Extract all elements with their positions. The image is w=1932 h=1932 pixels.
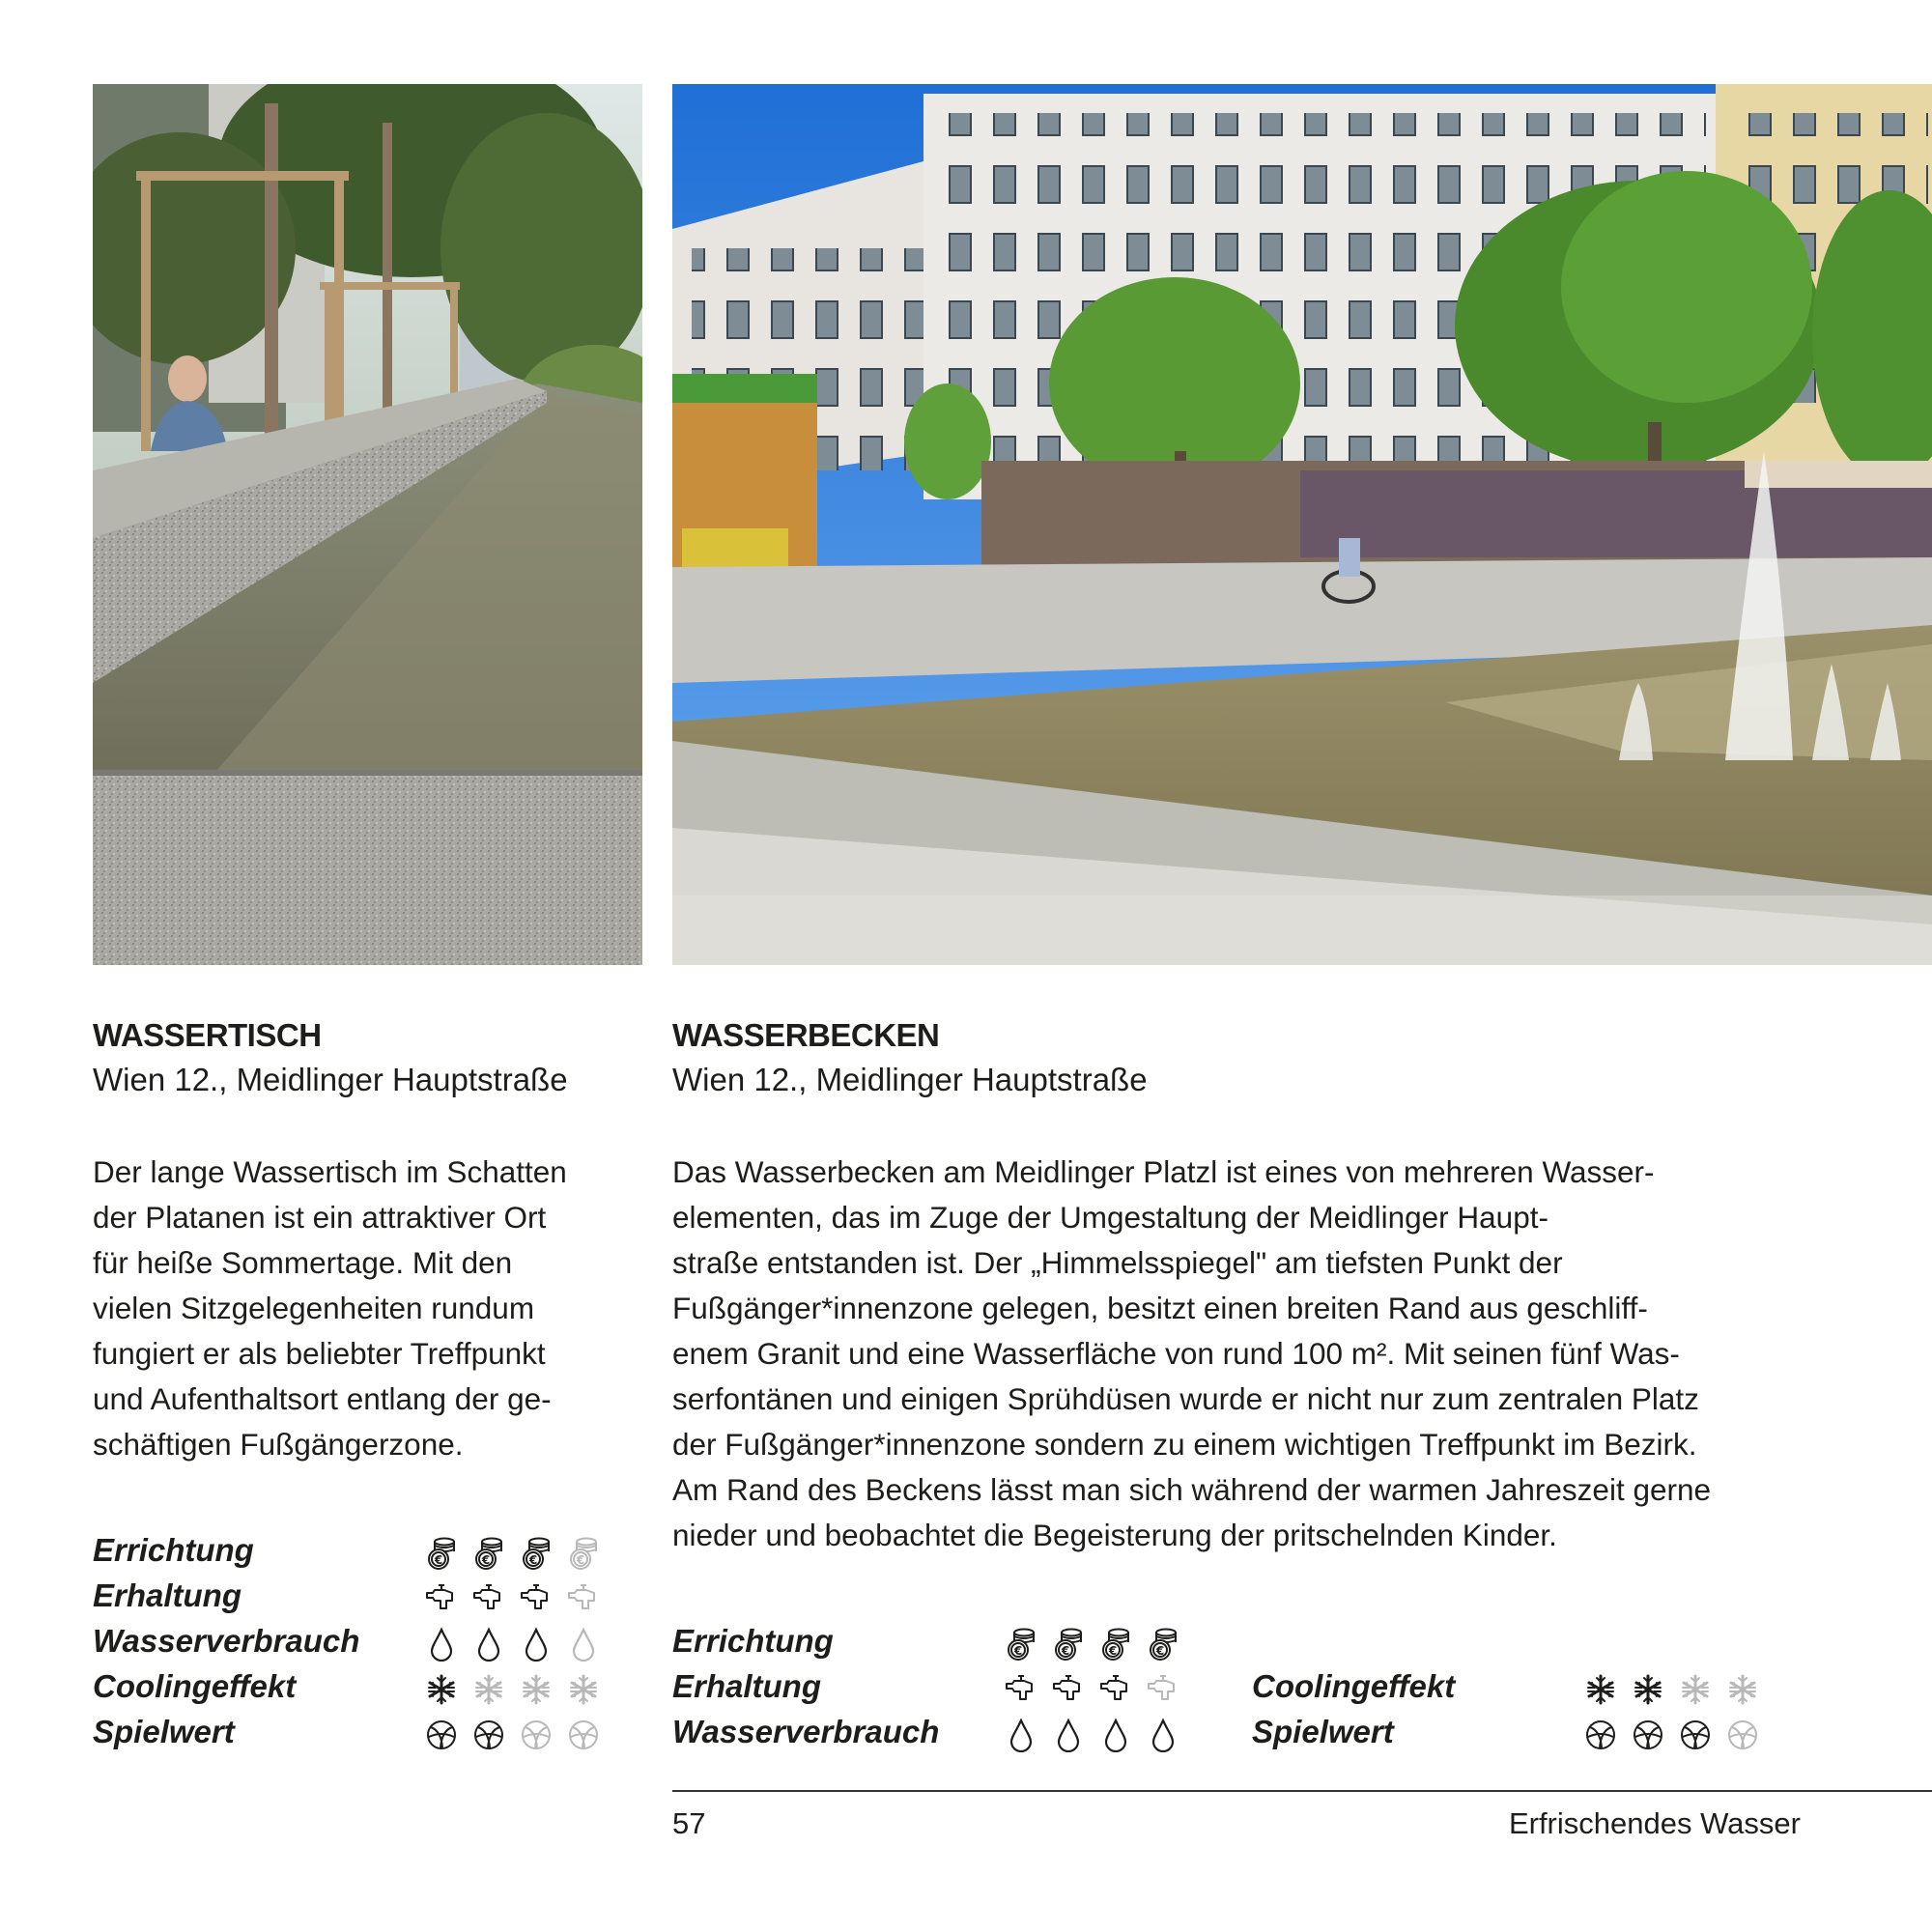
text-line: der Platanen ist ein attraktiver Ort <box>93 1200 547 1235</box>
text-line: enem Granit und eine Wasserfläche von rund 100 m². Mit seinen fünf Was- <box>672 1336 1680 1371</box>
description-wassertisch <box>93 1150 567 1467</box>
ball-icon <box>1632 1718 1664 1752</box>
rating-label: Errichtung <box>93 1532 254 1568</box>
ball-icon <box>567 1718 600 1752</box>
svg-text:€: € <box>1108 1644 1118 1658</box>
description-wasserbecken <box>672 1150 1711 1558</box>
ball-icon <box>425 1718 458 1752</box>
ratings-wasserbecken <box>672 1623 1832 1768</box>
location-wasserbecken: Wien 12., Meidlinger Hauptstraße <box>672 1062 1148 1097</box>
snowflake-icon <box>1632 1672 1664 1707</box>
coin-stack-icon <box>425 1536 458 1571</box>
section-title: Erfrischendes Wasser <box>1508 1806 1801 1840</box>
coin-stack-icon <box>567 1536 600 1571</box>
water-tap-icon <box>1099 1672 1132 1707</box>
svg-text:€: € <box>1155 1644 1165 1658</box>
water-drop-icon <box>567 1627 600 1662</box>
water-drop-icon <box>1099 1718 1132 1752</box>
svg-text:€: € <box>434 1553 443 1567</box>
rating-label: Coolingeffekt <box>1252 1668 1456 1704</box>
water-tap-icon <box>1147 1672 1179 1707</box>
coin-stack-icon <box>1099 1627 1132 1662</box>
coin-stack-icon <box>1147 1627 1179 1662</box>
water-tap-icon <box>472 1581 505 1616</box>
ball-icon <box>1584 1718 1617 1752</box>
svg-text:€: € <box>528 1553 538 1567</box>
rating-label: Wasserverbrauch <box>93 1623 360 1659</box>
ball-icon <box>472 1718 505 1752</box>
text-line: Fußgänger*innenzone gelegen, besitzt einen breiten Rand aus geschliff- <box>672 1291 1648 1325</box>
water-drop-icon <box>1052 1718 1085 1752</box>
snowflake-icon <box>1679 1672 1712 1707</box>
rating-label: Coolingeffekt <box>93 1668 297 1704</box>
rating-label: Wasserverbrauch <box>672 1714 940 1749</box>
ratings-wassertisch <box>93 1532 634 1764</box>
text-line: Der lange Wassertisch im Schatten <box>93 1154 567 1189</box>
coin-stack-icon <box>1052 1627 1085 1662</box>
footer-divider <box>672 1790 1932 1792</box>
water-drop-icon <box>1147 1718 1179 1752</box>
text-line: straße entstanden ist. Der „Himmelsspiegel" am tiefsten Punkt der <box>672 1245 1563 1280</box>
text-line: schäftigen Fußgängerzone. <box>93 1427 464 1462</box>
water-drop-icon <box>520 1627 553 1662</box>
text-line: und Aufenthaltsort entlang der ge- <box>93 1381 552 1416</box>
rating-label: Erhaltung <box>672 1668 821 1704</box>
text-line: Das Wasserbecken am Meidlinger Platzl ist eines von mehreren Wasser- <box>672 1154 1655 1189</box>
snowflake-icon <box>472 1672 505 1707</box>
title-wassertisch: WASSERTISCH <box>93 1017 322 1053</box>
rating-label: Errichtung <box>672 1623 834 1659</box>
snowflake-icon <box>1584 1672 1617 1707</box>
rating-label: Spielwert <box>1252 1714 1394 1749</box>
text-line: für heiße Sommertage. Mit den <box>93 1245 513 1280</box>
svg-text:€: € <box>576 1553 585 1567</box>
coin-stack-icon <box>1005 1627 1037 1662</box>
svg-text:€: € <box>1013 1644 1023 1658</box>
text-line: der Fußgänger*innenzone sondern zu einem wichtigen Treffpunkt im Bezirk. <box>672 1427 1697 1462</box>
page-number: 57 <box>672 1806 706 1840</box>
svg-text:€: € <box>1061 1644 1070 1658</box>
rating-label: Erhaltung <box>93 1577 242 1613</box>
text-line: vielen Sitzgelegenheiten rundum <box>93 1291 535 1325</box>
water-drop-icon <box>1005 1718 1037 1752</box>
snowflake-icon <box>520 1672 553 1707</box>
snowflake-icon <box>1726 1672 1759 1707</box>
snowflake-icon <box>425 1672 458 1707</box>
ball-icon <box>520 1718 553 1752</box>
coin-stack-icon <box>520 1536 553 1571</box>
rating-label: Spielwert <box>93 1714 235 1749</box>
water-tap-icon <box>1052 1672 1085 1707</box>
water-drop-icon <box>425 1627 458 1662</box>
text-line: nieder und beobachtet die Begeisterung der pritschelnden Kinder. <box>672 1518 1557 1552</box>
text-line: serfontänen und einigen Sprühdüsen wurde er nicht nur zum zentralen Platz <box>672 1381 1699 1416</box>
water-tap-icon <box>1005 1672 1037 1707</box>
svg-text:€: € <box>481 1553 491 1567</box>
text-line: fungiert er als beliebter Treffpunkt <box>93 1336 546 1371</box>
water-tap-icon <box>520 1581 553 1616</box>
water-tap-icon <box>425 1581 458 1616</box>
location-wassertisch: Wien 12., Meidlinger Hauptstraße <box>93 1062 568 1097</box>
coin-stack-icon <box>472 1536 505 1571</box>
water-drop-icon <box>472 1627 505 1662</box>
ball-icon <box>1679 1718 1712 1752</box>
text-line: elementen, das im Zuge der Umgestaltung der Meidlinger Haupt- <box>672 1200 1548 1235</box>
photo-wassertisch <box>93 84 642 965</box>
text-line: Am Rand des Beckens lässt man sich während der warmen Jahreszeit gerne <box>672 1472 1712 1507</box>
title-wasserbecken: WASSERBECKEN <box>672 1017 940 1053</box>
water-tap-icon <box>567 1581 600 1616</box>
photo-wasserbecken <box>672 84 1932 965</box>
ball-icon <box>1726 1718 1759 1752</box>
snowflake-icon <box>567 1672 600 1707</box>
